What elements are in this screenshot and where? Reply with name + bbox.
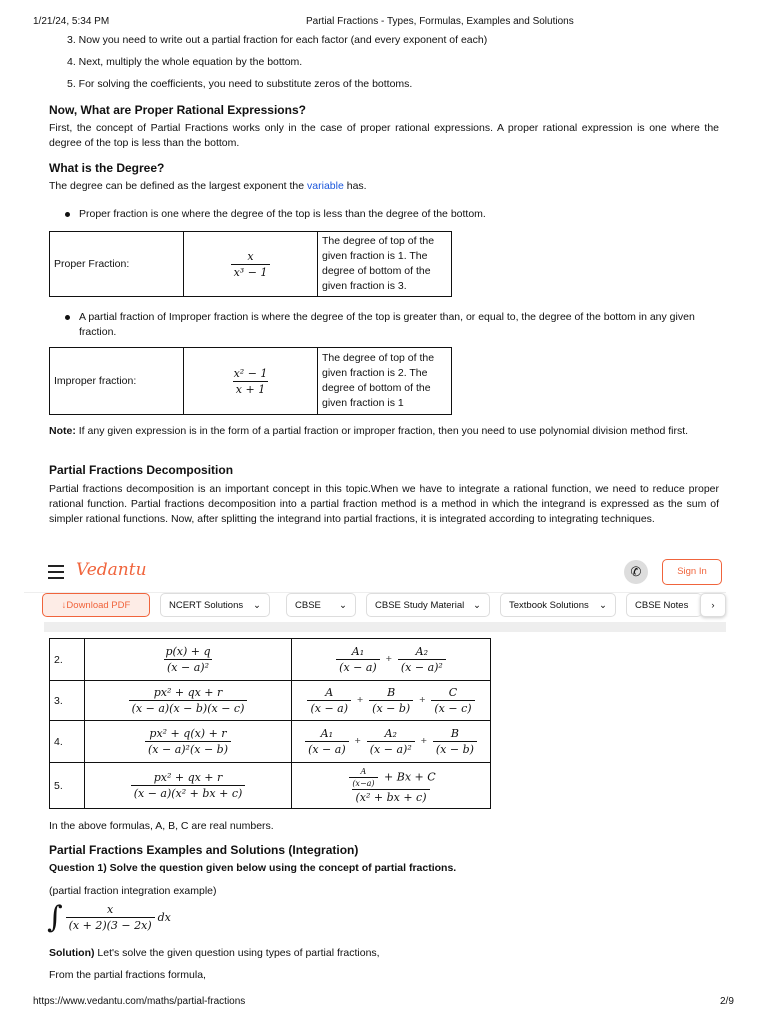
formula-row	[50, 721, 491, 763]
numerator: B	[450, 727, 459, 740]
fraction	[305, 727, 349, 756]
numerator: C	[448, 686, 458, 699]
proper-desc: The degree of top of the given fraction is 1. The degree of bottom of the given fraction is 3.	[318, 232, 452, 297]
formula-row	[50, 763, 491, 809]
nav-scroll-right-button[interactable]	[700, 593, 726, 617]
plus-sign: +	[419, 694, 426, 707]
fraction	[431, 686, 474, 715]
question-1-note: (partial fraction integration example)	[49, 885, 217, 897]
heading-examples: Partial Fractions Examples and Solutions (Integration)	[49, 843, 359, 857]
solution	[49, 946, 719, 961]
solution-text: Let's solve the given question using types of partial fractions,	[94, 947, 380, 959]
partial-fraction-cell	[292, 721, 491, 763]
denominator: (x − b)	[433, 741, 477, 756]
numerator: A₁	[351, 645, 365, 658]
chevron-right-icon: ›	[711, 599, 715, 611]
print-title: Partial Fractions - Types, Formulas, Examples and Solutions	[306, 16, 574, 27]
fraction	[398, 645, 446, 674]
fraction	[343, 767, 438, 804]
dx: dx	[157, 911, 171, 924]
expression-cell	[85, 721, 292, 763]
nav-label: CBSE	[295, 599, 321, 611]
nav-label: NCERT Solutions	[169, 599, 244, 611]
denominator: (x − a)	[336, 659, 380, 674]
denominator: (x − a)²	[164, 659, 212, 674]
denominator: (x − a)(x − b)(x − c)	[129, 700, 248, 715]
improper-desc: The degree of top of the given fraction is 2. The degree of bottom of the given fraction is 1	[318, 348, 452, 415]
numerator: B	[387, 686, 396, 699]
denominator: (x−a)	[349, 777, 377, 788]
inner-fraction	[349, 767, 377, 788]
fraction	[145, 727, 231, 756]
nav-cbse-notes[interactable]	[626, 593, 702, 617]
note	[49, 424, 719, 439]
solution-label: Solution)	[49, 947, 95, 959]
formula-row	[50, 639, 491, 681]
fraction	[367, 727, 415, 756]
heading-proper-rational: Now, What are Proper Rational Expressions?	[49, 103, 306, 117]
from-formula-text: From the partial fractions formula,	[49, 969, 206, 981]
fraction	[131, 771, 246, 800]
horizontal-scrollbar[interactable]	[44, 622, 726, 632]
proper-text: First, the concept of Partial Fractions works only in the case of proper rational expressions. A proper rational expression is one where the degree of the top is less than the bottom.	[49, 122, 719, 149]
improper-fraction-table	[49, 347, 452, 415]
proper-label: Proper Fraction:	[50, 232, 184, 297]
denominator: (x − a)²	[398, 659, 446, 674]
partial-fraction-cell	[292, 763, 491, 809]
nav-textbook-solutions[interactable]	[500, 593, 616, 617]
integral-sign: ∫	[47, 900, 63, 935]
degree-text-a: The degree can be defined as the largest exponent the	[49, 180, 308, 192]
download-label: Download PDF	[66, 599, 131, 611]
numerator: A₂	[384, 727, 397, 740]
denominator: x + 1	[233, 381, 268, 396]
denominator: (x − b)	[369, 700, 413, 715]
decomposition-text: Partial fractions decomposition is an important concept in this topic.When we have to integrate a rational function, we need to reduce proper rational function. Partial fractions decomposition into a partial fraction method is a method in which the integrand is expressed as the sum of simpler rational functions. Now, after splitting the integrand into partial fractions, it is integrated according to integrating techniques.	[49, 483, 719, 525]
fraction	[336, 645, 380, 674]
numerator: A	[360, 767, 367, 776]
download-pdf-button[interactable]	[42, 593, 150, 617]
denominator: (x − a)(x² + bx + c)	[131, 785, 246, 800]
phone-icon[interactable]: ✆	[624, 560, 648, 584]
nav-ncert-solutions[interactable]	[160, 593, 270, 617]
heading-degree: What is the Degree?	[49, 161, 165, 175]
improper-fraction-cell	[184, 348, 318, 415]
denominator: (x² + bx + c)	[352, 789, 429, 804]
step-3: 3. Now you need to write out a partial fraction for each factor (and every exponent of each)	[67, 34, 488, 46]
numerator-rest: + Bx + C	[380, 770, 436, 784]
plus-sign: +	[357, 694, 364, 707]
print-datetime: 1/21/24, 5:34 PM	[33, 16, 110, 27]
numerator: x² − 1	[233, 366, 268, 380]
denominator: (x − a)²(x − b)	[145, 741, 231, 756]
expression-cell	[85, 639, 292, 681]
expression-cell	[85, 681, 292, 721]
note-text: If any given expression is in the form of a partial fraction or improper fraction, then you need to use polynomial division method first.	[75, 425, 689, 437]
degree-text	[49, 179, 719, 194]
plus-sign: +	[354, 735, 361, 748]
formula-row	[50, 681, 491, 721]
partial-fraction-cell	[292, 639, 491, 681]
fraction	[307, 686, 351, 715]
question-1: Question 1) Solve the question given below using the concept of partial fractions.	[49, 862, 457, 874]
step-5: 5. For solving the coefficients, you need to substitute zeros of the bottoms.	[67, 78, 413, 90]
row-number: 3.	[50, 681, 85, 721]
integral-expression	[47, 900, 171, 935]
chevron-down-icon: ⌄	[473, 599, 481, 611]
numerator	[343, 767, 438, 789]
footer-page: 2/9	[720, 996, 734, 1007]
row-number: 2.	[50, 639, 85, 681]
row-number: 5.	[50, 763, 85, 809]
numerator: A₂	[415, 645, 429, 658]
proper-fraction-table	[49, 231, 452, 297]
download-icon: ↓	[61, 599, 67, 611]
fraction	[433, 727, 477, 756]
after-table-text: In the above formulas, A, B, C are real numbers.	[49, 820, 274, 832]
fraction	[129, 686, 248, 715]
row-number: 4.	[50, 721, 85, 763]
fraction	[369, 686, 413, 715]
step-4: 4. Next, multiply the whole equation by the bottom.	[67, 56, 303, 68]
nav-cbse[interactable]	[286, 593, 356, 617]
numerator: px² + qx + r	[153, 686, 223, 699]
numerator: px² + q(x) + r	[149, 727, 227, 740]
numerator: px² + qx + r	[153, 771, 223, 784]
numerator: A₁	[320, 727, 334, 740]
denominator: (x − c)	[431, 700, 474, 715]
denominator: (x − a)²	[367, 741, 415, 756]
plus-sign: +	[385, 653, 392, 666]
proper-fraction-cell	[184, 232, 318, 297]
expression-cell	[85, 763, 292, 809]
plus-sign: +	[420, 735, 427, 748]
numerator: x	[247, 249, 254, 263]
formulas-table	[49, 638, 491, 809]
numerator: p(x) + q	[165, 645, 211, 658]
heading-decomposition: Partial Fractions Decomposition	[49, 463, 234, 477]
denominator: (x − a)	[305, 741, 349, 756]
nav-label: CBSE Study Material	[375, 599, 465, 611]
denominator: x³ − 1	[231, 264, 271, 279]
denominator: (x + 2)(3 − 2x)	[66, 917, 155, 932]
improper-label: Improper fraction:	[50, 348, 184, 415]
numerator: x	[107, 903, 114, 916]
bullet-improper: A partial fraction of Improper fraction is where the degree of the top is greater than, or equal to, the degree of the bottom in any given fraction.	[79, 310, 719, 340]
bullet-proper: Proper fraction is one where the degree of the top is less than the degree of the bottom.	[79, 207, 719, 222]
fraction	[162, 645, 213, 674]
nav-label: Textbook Solutions	[509, 599, 589, 611]
chevron-down-icon: ⌄	[599, 599, 607, 611]
denominator: (x − a)	[307, 700, 351, 715]
sign-in-button[interactable]: Sign In	[662, 559, 722, 585]
vedantu-logo[interactable]: Vedantu	[76, 560, 147, 580]
chevron-down-icon: ⌄	[339, 599, 347, 611]
partial-fraction-cell	[292, 681, 491, 721]
nav-cbse-study-material[interactable]	[366, 593, 490, 617]
hamburger-menu-icon[interactable]	[48, 565, 64, 579]
numerator: A	[325, 686, 334, 699]
note-label: Note:	[49, 425, 76, 437]
nav-label: CBSE Notes	[635, 599, 689, 611]
degree-text-b: has.	[343, 180, 367, 192]
footer-url: https://www.vedantu.com/maths/partial-fractions	[33, 996, 246, 1007]
chevron-down-icon: ⌄	[253, 599, 261, 611]
variable-link[interactable]: variable	[307, 180, 344, 192]
